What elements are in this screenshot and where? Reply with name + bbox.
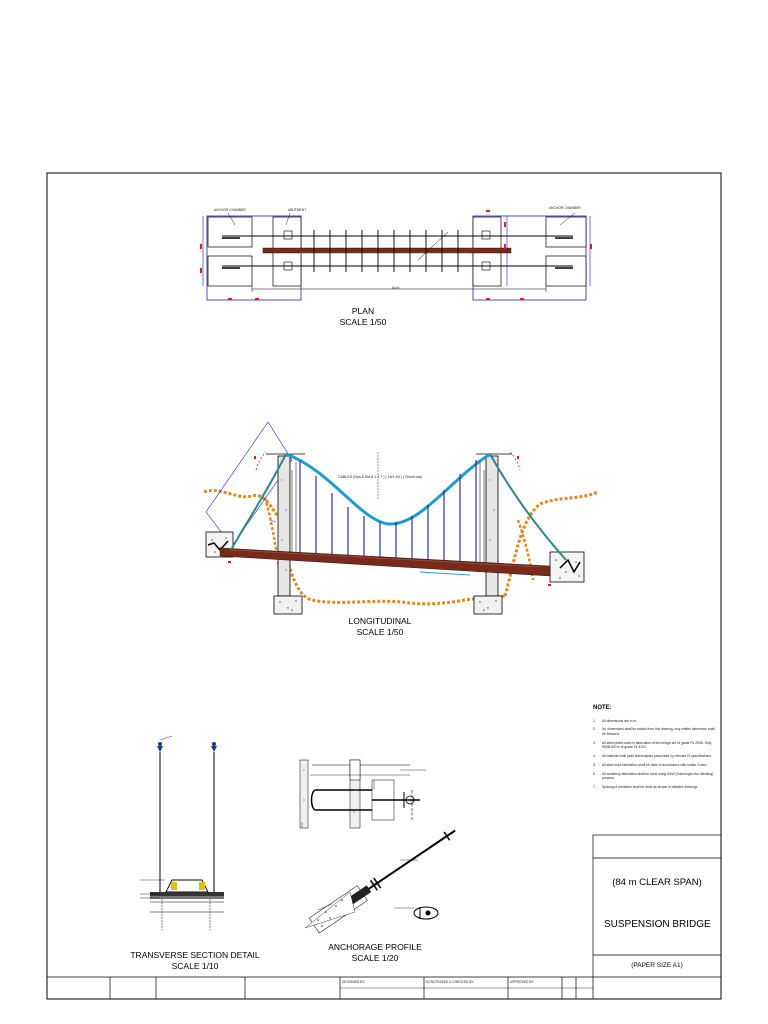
note-item (593, 772, 718, 781)
note-number: 1. (593, 718, 596, 723)
ground-profile-left (204, 490, 282, 522)
note-item (593, 719, 718, 724)
note-number: 2. (593, 727, 596, 732)
transverse-section (140, 736, 224, 930)
transverse-scale: SCALE 1/10 (171, 961, 219, 971)
note-text: All dimensions are in m. (602, 718, 637, 723)
footer-designed: DESIGNED BY: (342, 980, 366, 984)
note-item (593, 763, 718, 768)
longitudinal-caption (335, 616, 425, 638)
plan-anchor-block (546, 217, 586, 247)
note-text: All workshop fabrication shall be done using SAW (Submerged Arc Welding) process. (602, 771, 714, 781)
note-item (593, 754, 718, 759)
note-text: All steel work fabrication shall be done in accordance with Indian Codes. (602, 762, 708, 767)
notes-title: NOTE: (593, 705, 612, 711)
anchorage-caption (320, 942, 430, 964)
plan-anchor-block (208, 256, 252, 286)
plan-label-anchor-left: ANCHOR CHAMBER (214, 208, 246, 212)
tower-footing-right (474, 596, 502, 614)
note-item (593, 741, 718, 750)
title-block-paper: (PAPER SIZE A1) (631, 962, 683, 969)
note-text: All material shall pass test/analysis prescribed by relevant IS specifications. (602, 754, 712, 759)
note-text: All steel plates used in fabrication of this bridge are of grade Fe 250B. Only ISMB 600 is of grade Fe 410C. (602, 740, 712, 750)
note-item (593, 785, 718, 790)
note-number: 7. (593, 785, 596, 790)
note-number: 5. (593, 762, 596, 767)
plan-caption (318, 306, 408, 328)
plan-deck (263, 248, 511, 253)
anchorage-profile (300, 760, 460, 933)
plan-anchor-block (208, 217, 252, 247)
tower-right (486, 456, 498, 596)
footer-scrutinized: SCRUTINIZED & CHECKED BY: (426, 980, 475, 984)
tower-footing-left (274, 596, 302, 614)
cable-label: CABLES (Nos.8 Dia.8 1 4 T ) ( 16/1.5/t ) ( 20mm dia) (338, 475, 422, 479)
longitudinal-title: LONGITUDINAL (348, 616, 412, 626)
title-block (593, 835, 721, 999)
transverse-caption (130, 950, 260, 972)
long-anchor-right (550, 552, 584, 582)
sheet-border (47, 173, 721, 999)
plan-anchor-block (546, 256, 586, 286)
plan-label-anchor-right: ANCHOR CHAMBER (549, 206, 581, 210)
anchorage-scale: SCALE 1/20 (351, 953, 399, 963)
anchorage-title: ANCHORAGE PROFILE (328, 942, 422, 952)
main-cable (286, 454, 490, 524)
note-number: 3. (593, 740, 596, 745)
note-text: No dimensions shall be scaled from this drawing, only written dimension shall be followed. (602, 727, 715, 736)
tower-left (278, 456, 290, 596)
plan-label-span: 84 m (392, 286, 400, 290)
backstay-right (490, 454, 566, 560)
title-block-span: (84 m CLEAR SPAN) (612, 877, 702, 888)
plan-scale: SCALE 1/50 (339, 317, 387, 327)
note-number: 4. (593, 754, 596, 759)
notes-block (593, 706, 718, 794)
longitudinal-scale: SCALE 1/50 (356, 627, 404, 637)
note-item (593, 727, 718, 736)
longitudinal-view (204, 422, 598, 614)
notes-list (593, 719, 718, 790)
title-block-name: SUSPENSION BRIDGE (604, 919, 711, 930)
plan-label-abutment: ABUTMENT (288, 208, 307, 212)
plan-title: PLAN (351, 306, 375, 316)
transverse-title: TRANSVERSE SECTION DETAIL (130, 950, 260, 960)
footer-approved: APPROVED BY: (510, 980, 535, 984)
note-text: Splicing of members shall be done as shown in detailed drawings. (602, 785, 699, 790)
note-number: 6. (593, 771, 596, 776)
